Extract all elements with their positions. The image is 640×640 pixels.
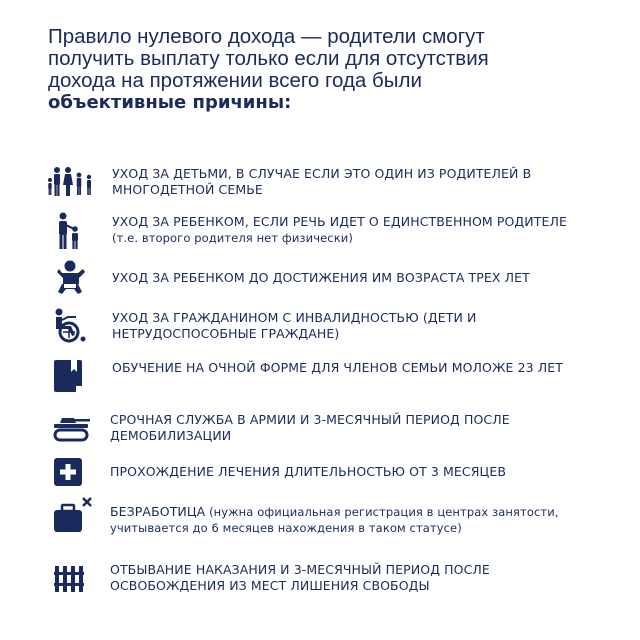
fence-icon [54, 564, 86, 594]
book-icon [54, 360, 84, 392]
header-line-3: дохода на протяжении всего года были [48, 69, 422, 92]
list-item-education [0, 358, 640, 402]
item-main-text: СРОЧНАЯ СЛУЖБА В АРМИИ И 3-МЕСЯЧНЫЙ ПЕРИОД ПОСЛЕ ДЕМОБИЛИЗАЦИИ [110, 412, 510, 443]
item-note-text: (т.е. второго родителя нет физически) [112, 231, 353, 245]
item-text [112, 214, 592, 246]
item-main-text: ОБУЧЕНИЕ НА ОЧНОЙ ФОРМЕ ДЛЯ ЧЛЕНОВ СЕМЬИ МОЛОЖЕ 23 ЛЕТ [112, 360, 564, 375]
item-main-text: УХОД ЗА РЕБЕНКОМ ДО ДОСТИЖЕНИЯ ИМ ВОЗРАСТА ТРЕХ ЛЕТ [112, 270, 530, 285]
item-main-text: ПРОХОЖДЕНИЕ ЛЕЧЕНИЯ ДЛИТЕЛЬНОСТЬЮ ОТ 3 МЕСЯЦЕВ [110, 464, 507, 479]
list-item-army-service [0, 410, 640, 454]
parent-child-icon [56, 212, 84, 250]
briefcase-x-icon [52, 496, 96, 536]
item-text [110, 464, 590, 480]
item-text [112, 360, 592, 376]
baby-icon [53, 260, 87, 296]
list-item-disabled-care [0, 308, 640, 352]
item-text [110, 504, 580, 536]
item-main-text: УХОД ЗА ДЕТЬМИ, В СЛУЧАЕ ЕСЛИ ЭТО ОДИН ИЗ РОДИТЕЛЕЙ В МНОГОДЕТНОЙ СЕМЬЕ [112, 166, 532, 197]
item-text [112, 166, 592, 198]
header-title [48, 26, 608, 114]
item-main-text: УХОД ЗА РЕБЕНКОМ, ЕСЛИ РЕЧЬ ИДЕТ О ЕДИНСТВЕННОМ РОДИТЕЛЕ [112, 214, 567, 229]
item-text [110, 562, 590, 594]
item-note-text: (нужна официальная регистрация в центрах занятости, учитывается до 6 месяцев нахождения в таком статусе) [110, 505, 559, 535]
header-bold-line: объективные причины: [48, 92, 292, 113]
header-line-1: Правило нулевого дохода — родители смогут [48, 25, 485, 48]
list-item-medical-treatment [0, 456, 640, 500]
list-item-unemployment [0, 500, 640, 544]
list-item-single-parent [0, 212, 640, 256]
item-main-text: УХОД ЗА ГРАЖДАНИНОМ С ИНВАЛИДНОСТЬЮ (ДЕТИ И НЕТРУДОСПОСОБНЫЕ ГРАЖДАНЕ) [112, 310, 477, 341]
item-text [112, 310, 592, 342]
list-item-large-family [0, 164, 640, 208]
list-item-child-under-three [0, 260, 640, 304]
item-main-text: ОТБЫВАНИЕ НАКАЗАНИЯ И 3-МЕСЯЧНЫЙ ПЕРИОД ПОСЛЕ ОСВОБОЖДЕНИЯ ИЗ МЕСТ ЛИШЕНИЯ СВОБОДЫ [110, 562, 490, 593]
item-main-text: БЕЗРАБОТИЦА [110, 504, 206, 519]
list-item-imprisonment [0, 560, 640, 604]
wheelchair-icon [52, 308, 88, 344]
header-line-2: получить выплату только если для отсутствия [48, 47, 489, 70]
item-text [112, 270, 592, 286]
item-text [110, 412, 590, 444]
medical-cross-icon [54, 458, 84, 488]
family-icon [48, 166, 98, 198]
tank-icon [52, 414, 92, 444]
